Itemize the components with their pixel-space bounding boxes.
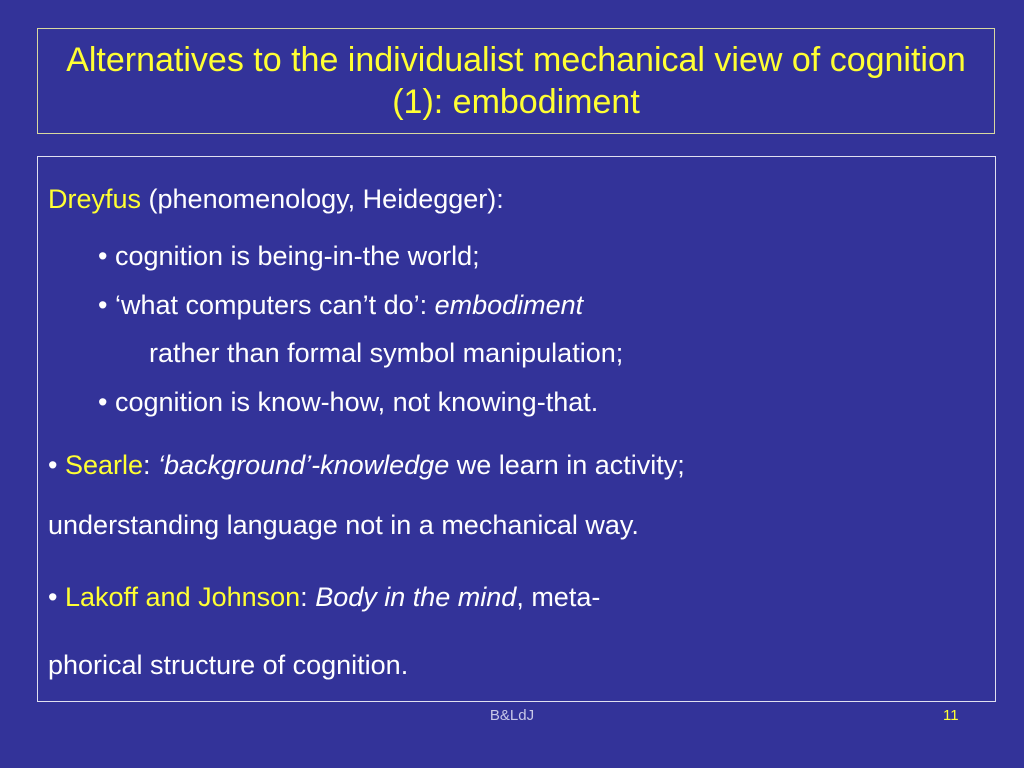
dreyfus-point-3: • cognition is know-how, not knowing-that. [98,387,599,417]
lakoff-line [48,581,600,613]
lakoff-colon: : [300,582,316,612]
searle-colon: : [143,450,159,480]
dreyfus-point-1: • cognition is being-in-the world; [98,241,480,271]
dreyfus-point-2-prefix: • ‘what computers can’t do’: [98,290,435,320]
searle-bullet: • [48,450,65,480]
dreyfus-point-2-emphasis: embodiment [434,290,584,320]
lakoff-line-2: phorical structure of cognition. [48,650,409,680]
footer-author: B&LdJ [489,707,535,724]
searle-name: Searle [64,450,144,480]
dreyfus-name: Dreyfus [48,184,142,214]
searle-line [48,449,685,481]
searle-line-2: understanding language not in a mechanical way. [48,510,639,540]
lakoff-emphasis: Body in the mind [315,582,517,612]
lakoff-name: Lakoff and Johnson [64,582,301,612]
searle-rest: we learn in activity; [449,450,685,480]
dreyfus-rest: (phenomenology, Heidegger): [141,184,504,214]
dreyfus-heading [48,183,504,215]
lakoff-bullet: • [48,582,65,612]
page-number: 11 [943,707,959,724]
dreyfus-point-2 [98,289,583,321]
title-box [37,28,995,134]
slide-title: Alternatives to the individualist mechanical view of cognition (1): embodiment [66,41,966,121]
lakoff-rest: , meta- [516,582,601,612]
content-box [37,156,996,702]
dreyfus-point-2-continuation: rather than formal symbol manipulation; [149,338,624,368]
searle-emphasis: ‘background’-knowledge [158,450,450,480]
